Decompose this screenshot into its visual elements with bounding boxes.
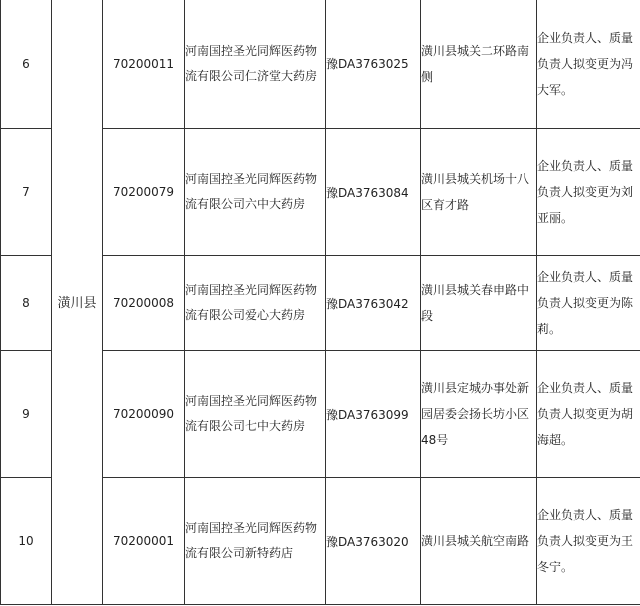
license-number: 豫DA3763025: [326, 0, 421, 129]
store-code: 70200079: [103, 129, 185, 256]
table-row: [1, 0, 640, 129]
license-number: 豫DA3763042: [326, 256, 421, 351]
change-note: 企业负责人、质量负责人拟变更为刘亚丽。: [537, 129, 640, 256]
change-note: 企业负责人、质量负责人拟变更为胡海超。: [537, 351, 640, 478]
address: 潢川县城关机场十八区育才路: [421, 129, 537, 256]
address: 潢川县城关航空南路: [421, 478, 537, 605]
company-name: 河南国控圣光同辉医药物流有限公司七中大药房: [185, 351, 326, 478]
change-note: 企业负责人、质量负责人拟变更为陈莉。: [537, 256, 640, 351]
company-name: 河南国控圣光同辉医药物流有限公司新特药店: [185, 478, 326, 605]
address: 潢川县城关二环路南侧: [421, 0, 537, 129]
county-cell: 潢川县: [52, 0, 103, 605]
address: 潢川县定城办事处新园居委会扬长坊小区48号: [421, 351, 537, 478]
row-number: 8: [1, 256, 52, 351]
change-note: 企业负责人、质量负责人拟变更为冯大军。: [537, 0, 640, 129]
row-number: 9: [1, 351, 52, 478]
license-number: 豫DA3763020: [326, 478, 421, 605]
license-number: 豫DA3763099: [326, 351, 421, 478]
store-code: 70200008: [103, 256, 185, 351]
row-number: 7: [1, 129, 52, 256]
company-name: 河南国控圣光同辉医药物流有限公司仁济堂大药房: [185, 0, 326, 129]
store-code: 70200001: [103, 478, 185, 605]
store-code: 70200090: [103, 351, 185, 478]
license-number: 豫DA3763084: [326, 129, 421, 256]
address: 潢川县城关春申路中段: [421, 256, 537, 351]
row-number: 6: [1, 0, 52, 129]
row-number: 10: [1, 478, 52, 605]
company-name: 河南国控圣光同辉医药物流有限公司爱心大药房: [185, 256, 326, 351]
store-code: 70200011: [103, 0, 185, 129]
change-note: 企业负责人、质量负责人拟变更为王冬宁。: [537, 478, 640, 605]
company-name: 河南国控圣光同辉医药物流有限公司六中大药房: [185, 129, 326, 256]
